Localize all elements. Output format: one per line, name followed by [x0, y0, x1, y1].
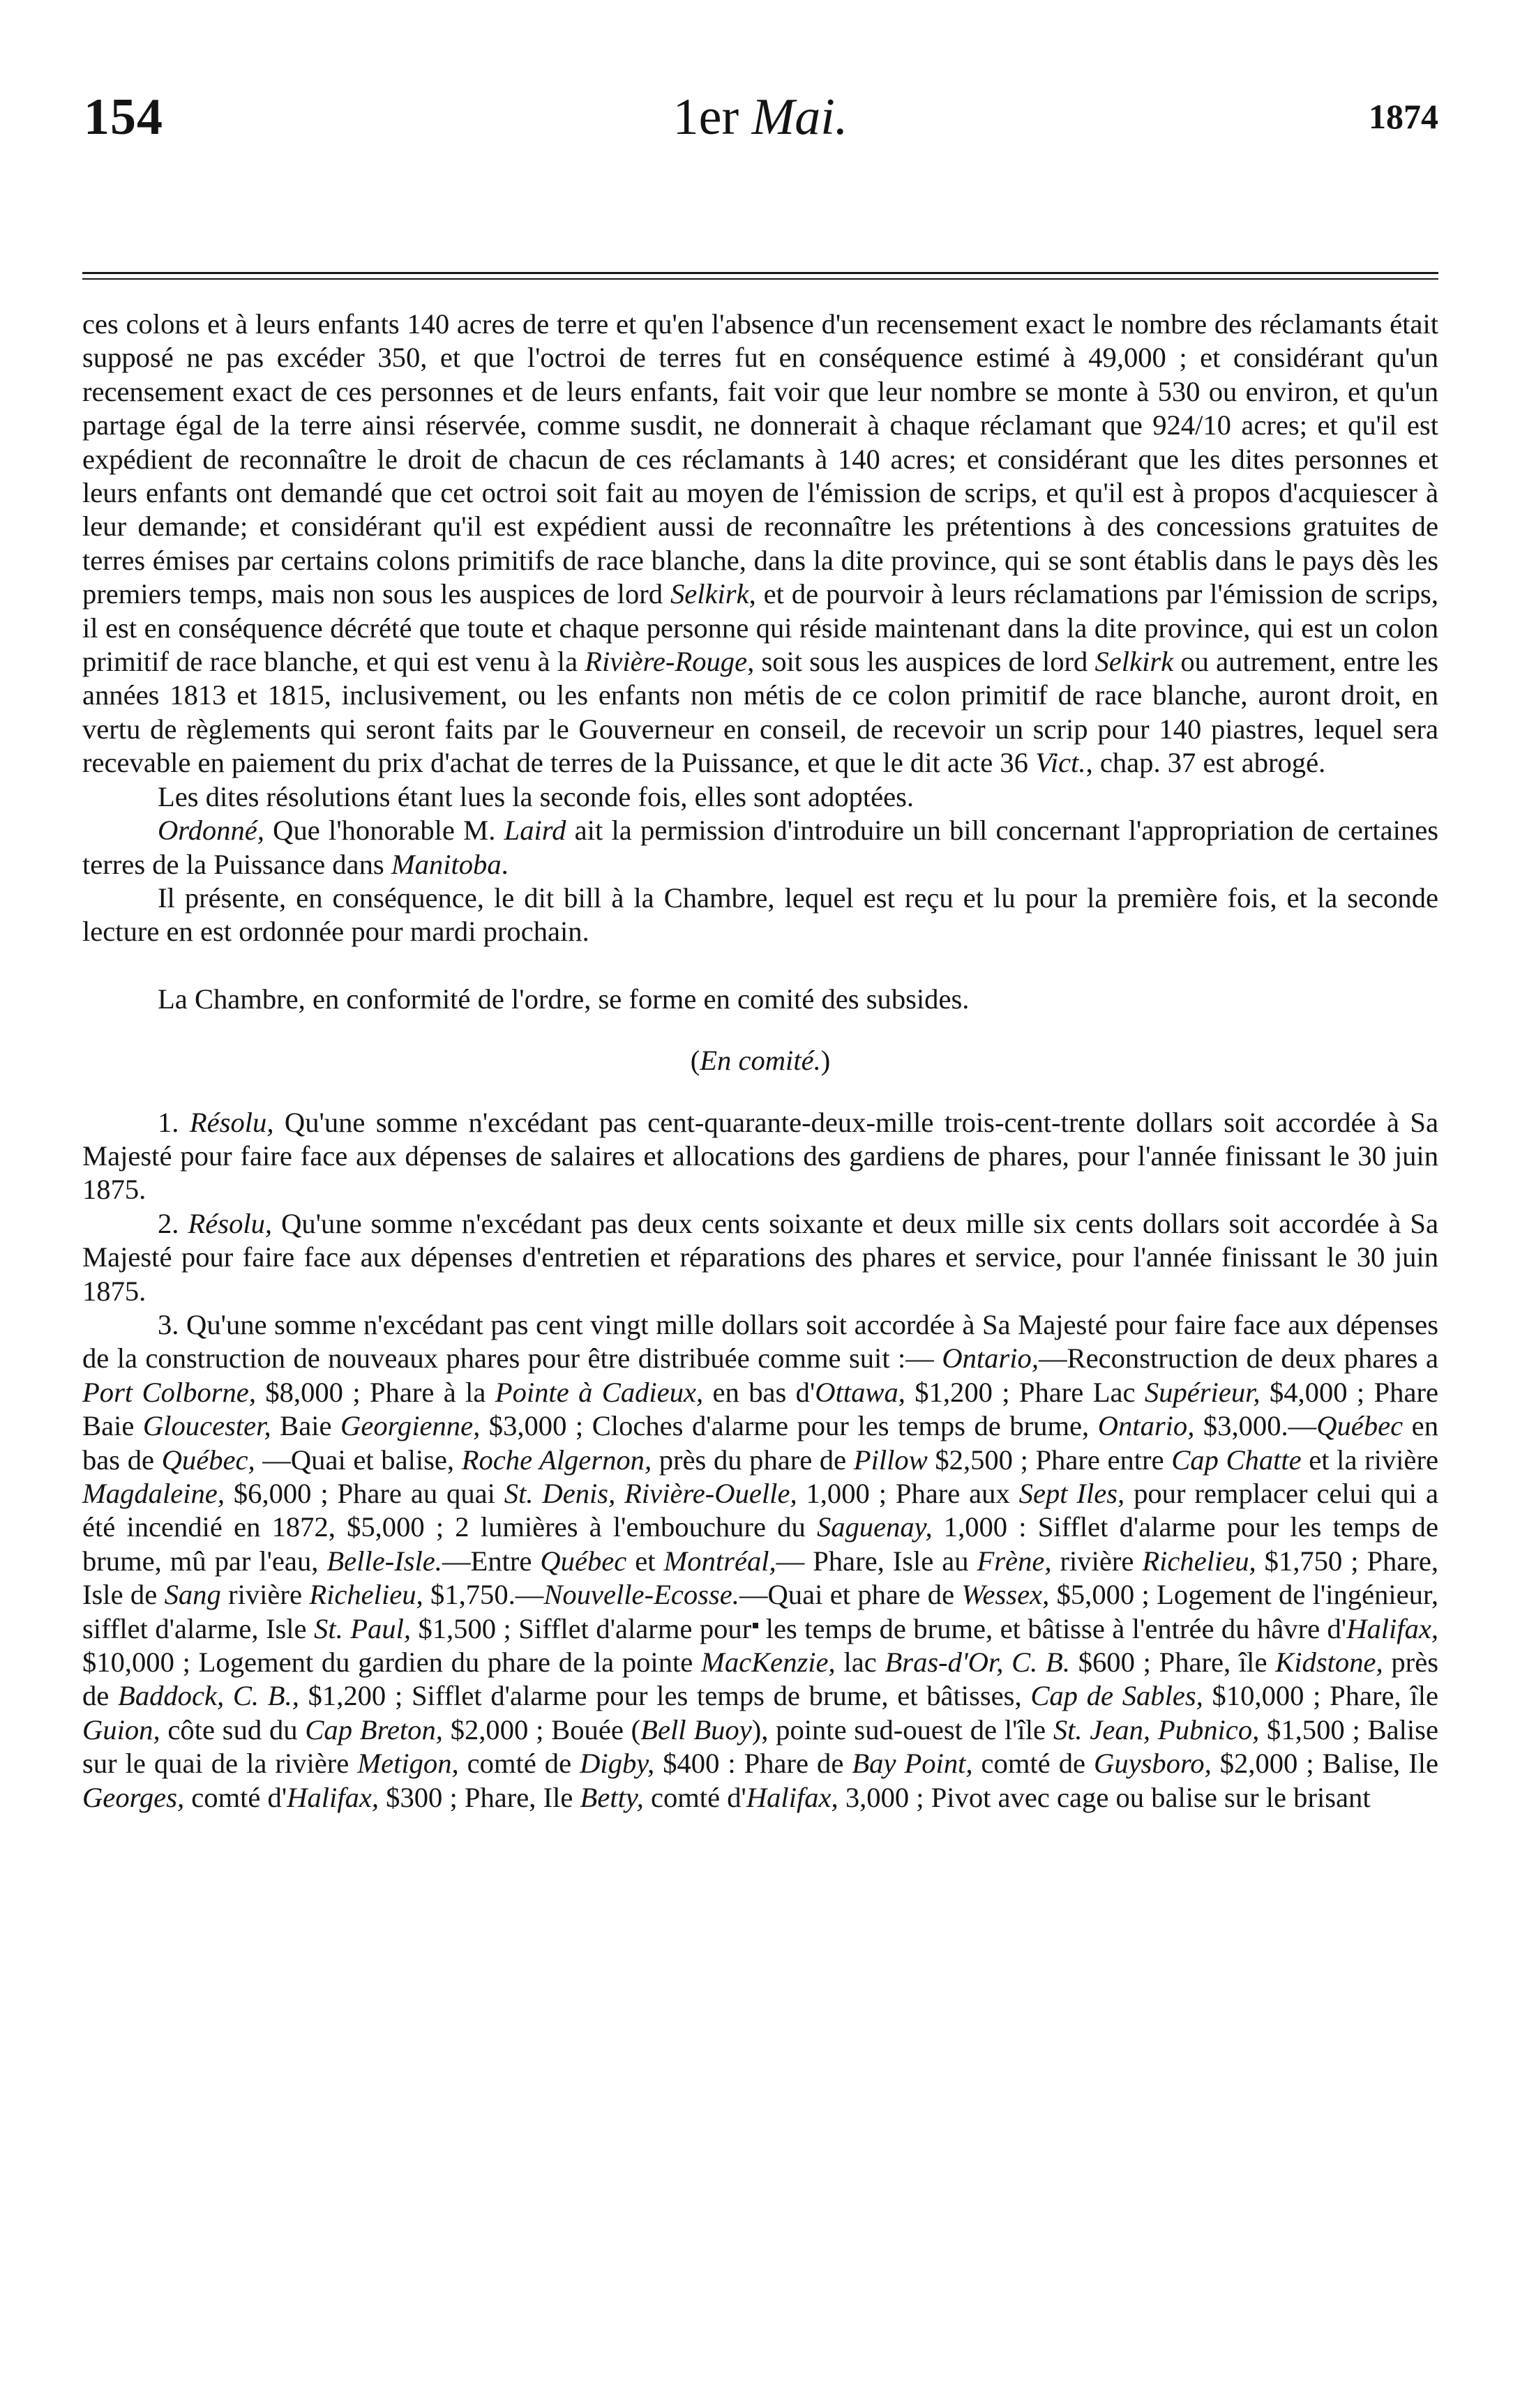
page-number: 154	[84, 89, 163, 146]
paragraph-bill-presented: Il présente, en conséquence, le dit bill à la Chambre, lequel est reçu et lu pour la première fois, et la seconde lecture en est ordonnée pour mardi prochain.	[82, 881, 1438, 948]
page-title	[82, 88, 1438, 147]
resolution-3: 3. Qu'une somme n'excédant pas cent vingt mille dollars soit accordée à Sa Majesté pour faire face aux dépenses de la construction de nouveaux phares pour être distribuée comme suit :— Ontario,—Reconstruction de deux phares a Port Colborne, $8,000 ; Phare à la Pointe à Cadieux, en bas d'Ottawa, $1,200 ; Phare Lac Supérieur, $4,000 ; Phare Baie Gloucester, Baie Georgienne, $3,000 ; Cloches d'alarme pour les temps de brume, Ontario, $3,000.—Québec en bas de Québec, —Quai et balise, Roche Algernon, près du phare de Pillow $2,500 ; Phare entre Cap Chatte et la rivière Magdaleine, $6,000 ; Phare au quai St. Denis, Rivière-Ouelle, 1,000 ; Phare aux Sept Iles, pour remplacer celui qui a été incendié en 1872, $5,000 ; 2 lumières à l'embouchure du Saguenay, 1,000 : Sifflet d'alarme pour les temps de brume, mû par l'eau, Belle-Isle.—Entre Québec et Montréal,— Phare, Isle au Frène, rivière Richelieu, $1,750 ; Phare, Isle de Sang rivière Richelieu, $1,750.—Nouvelle-Ecosse.—Quai et phare de Wessex, $5,000 ; Logement de l'ingénieur, sifflet d'alarme, Isle St. Paul, $1,500 ; Sifflet d'alarme pour les temps de brume, et bâtisse à l'entrée du hâvre d'Halifax, $10,000 ; Logement du gardien du phare de la pointe MacKenzie, lac Bras-d'Or, C. B. $600 ; Phare, île Kidstone, près de Baddock, C. B., $1,200 ; Sifflet d'alarme pour les temps de brume, et bâtisses, Cap de Sables, $10,000 ; Phare, île Guion, côte sud du Cap Breton, $2,000 ; Bouée (Bell Buoy), pointe sud-ouest de l'île St. Jean, Pubnico, $1,500 ; Balise sur le quai de la rivière Metigon, comté de Digby, $400 : Phare de Bay Point, comté de Guysboro, $2,000 ; Balise, Ile Georges, comté d'Halifax, $300 ; Phare, Ile Betty, comté d'Halifax, 3,000 ; Pivot avec cage ou balise sur le brisant	[82, 1308, 1439, 1813]
paragraph-resolutions-adopted: Les dites résolutions étant lues la seconde fois, elles sont adoptées.	[158, 780, 915, 812]
page-header	[82, 82, 1438, 159]
paragraph-ordered: Ordonné, Que l'honorable M. Laird ait la permission d'introduire un bill concernant l'appropriation de certaines terres de la Puissance dans Manitoba.	[82, 815, 1438, 880]
title-prefix: 1er	[672, 89, 739, 146]
paragraph-committee-of-supply: La Chambre, en conformité de l'ordre, se forme en comité des subsides.	[158, 983, 970, 1015]
committee-heading: (En comité.)	[690, 1045, 831, 1077]
page	[82, 82, 1438, 1815]
title-month: Mai.	[751, 89, 848, 146]
paragraph-continued: ces colons et à leurs enfants 140 acres de terre et qu'en l'absence d'un recensement exact le nombre des réclamants était supposé ne pas excéder 350, et que l'octroi de terres fut en conséquence estimé à 49,000 ; et considérant qu'un recensement exact de ces personnes et de leurs enfants, fait voir que leur nombre se monte à 530 ou environ, et qu'un partage égal de la terre ainsi réservée, comme susdit, ne donnerait à chaque réclamant que 924/10 acres; et qu'il est expédient de reconnaître le droit de chacun de ces réclamants à 140 acres; et considérant que les dites personnes et leurs enfants ont demandé que cet octroi soit fait au moyen de l'émission de scrips, et qu'il est à propos d'acquiescer à leur demande; et considérant qu'il est expédient aussi de reconnaître les prétentions à des concessions gratuites de terres émises par certains colons primitifs de race blanche, dans la dite province, qui se sont établis dans le pays dès les premiers temps, mais non sous les auspices de lord Selkirk, et de pourvoir à leurs réclamations par l'émission de scrips, il est en conséquence décrété que toute et chaque personne qui réside maintenant dans la dite province, qui est un colon primitif de race blanche, et qui est venu à la Rivière-Rouge, soit sous les auspices de lord Selkirk ou autrement, entre les années 1813 et 1815, inclusivement, ou les enfants non métis de ce colon primitif de race blanche, auront droit, en vertu de règlements qui seront faits par le Gouverneur en conseil, de recevoir un scrip pour 140 piastres, lequel sera recevable en paiement du prix d'achat de terres de la Puissance, et que le dit acte 36 Vict., chap. 37 est abrogé.	[82, 308, 1439, 779]
resolution-2: 2. Résolu, Qu'une somme n'excédant pas deux cents soixante et deux mille six cents dollars soit accordée à Sa Majesté pour faire face aux dépenses d'entretien et réparations des phares et service, pour l'année finissant le 30 juin 1875.	[82, 1207, 1438, 1307]
rule-line-thick	[82, 272, 1438, 274]
header-rule	[82, 272, 1438, 280]
resolution-1: 1. Résolu, Qu'une somme n'excédant pas cent-quarante-deux-mille trois-cent-trente dollars soit accordée à Sa Majesté pour faire face aux dépenses de salaires et allocations des gardiens de phares, pour l'année finissant le 30 juin 1875.	[82, 1106, 1438, 1206]
rule-line-thin	[82, 278, 1438, 280]
page-year: 1874	[1369, 97, 1438, 136]
document-body	[82, 308, 1438, 1815]
fraction: 4/10	[1180, 409, 1231, 441]
